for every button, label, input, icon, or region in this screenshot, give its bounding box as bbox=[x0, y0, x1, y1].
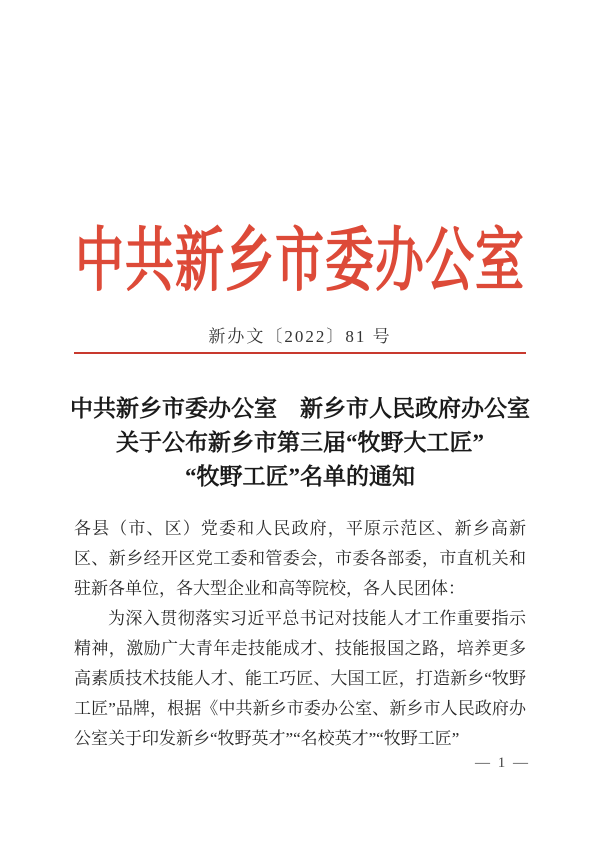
document-title bbox=[0, 392, 600, 494]
title-line-1: 中共新乡市委办公室 新乡市人民政府办公室 bbox=[70, 396, 530, 421]
title-line-2: 关于公布新乡市第三届“牧野大工匠” bbox=[116, 430, 484, 455]
document-number: 新办文〔2022〕81 号 bbox=[208, 327, 392, 346]
body-paragraph-1: 为深入贯彻落实习近平总书记对技能人才工作重要指示精神，激励广大青年走技能成才、技能报国之路，培养更多高素质技术技能人才、能工巧匠、大国工匠，打造新乡“牧野工匠”品牌，根据《中共新乡市委办公室、新乡市人民政府办公室关于印发新乡“牧野英才”“名校英才”“牧野工匠” bbox=[74, 609, 526, 748]
letterhead-issuing-org: 中共新乡市委办公室 bbox=[74, 221, 525, 300]
red-divider-line bbox=[74, 352, 526, 354]
recipients-paragraph: 各县（市、区）党委和人民政府，平原示范区、新乡高新区、新乡经开区党工委和管委会，市委各部委，市直机关和驻新各单位，各大型企业和高等院校，各人民团体： bbox=[74, 519, 526, 598]
document-body bbox=[74, 514, 526, 754]
page-number: — 1 — bbox=[475, 755, 530, 771]
title-line-3: “牧野工匠”名单的通知 bbox=[185, 464, 415, 489]
